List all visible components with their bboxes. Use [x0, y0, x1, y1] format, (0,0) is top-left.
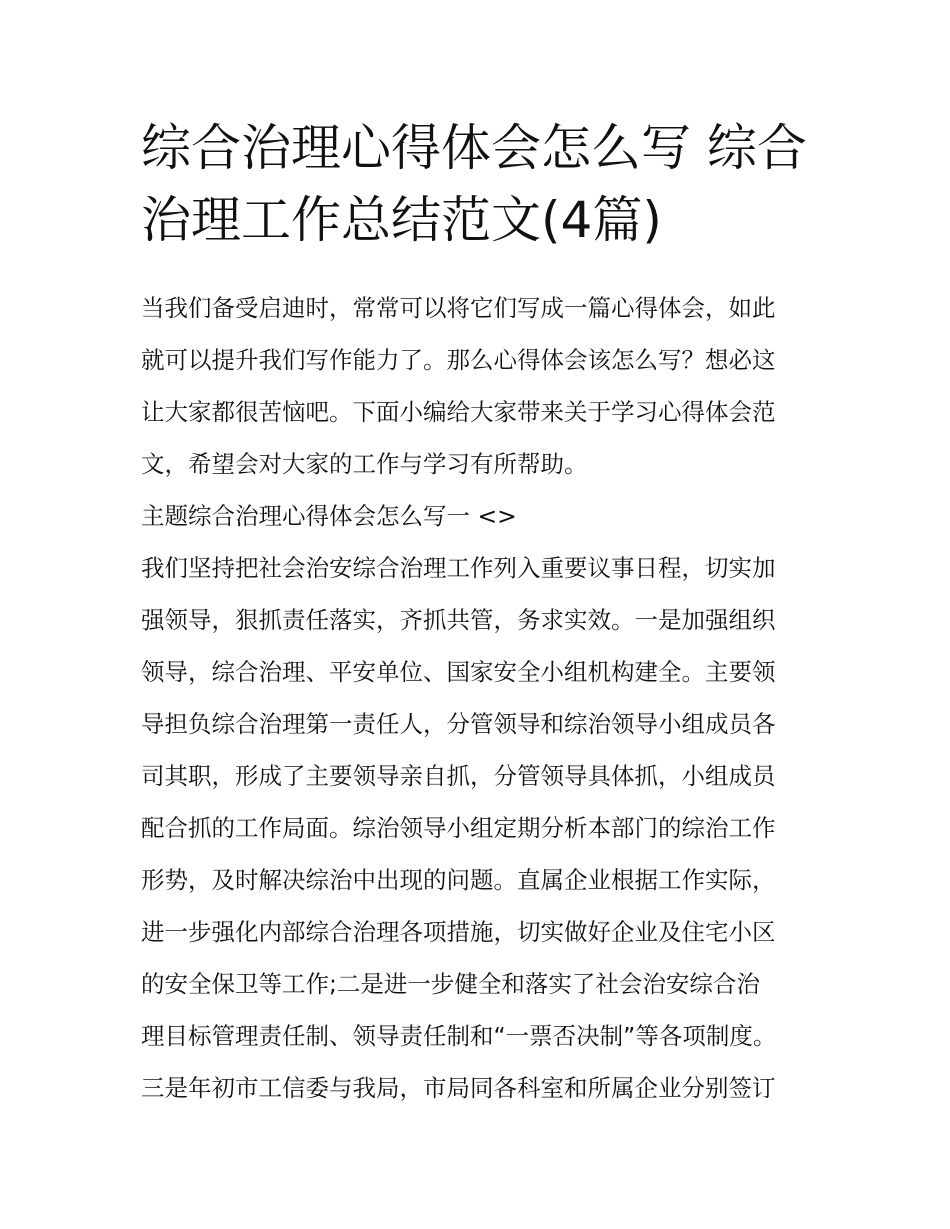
body-line: 形势，及时解决综治中出现的问题。直属企业根据工作实际， [141, 866, 776, 894]
document-title [141, 112, 813, 256]
document-content [141, 112, 813, 1114]
intro-line: 让大家都很苦恼吧。下面小编给大家带来关于学习心得体会范 [141, 398, 776, 426]
intro-line: 当我们备受启迪时，常常可以将它们写成一篇心得体会，如此 [141, 294, 776, 322]
body-line: 我们坚持把社会治安综合治理工作列入重要议事日程，切实加 [141, 554, 776, 582]
body-line: 的安全保卫等工作;二是进一步健全和落实了社会治安综合治 [141, 970, 760, 998]
body-paragraph [141, 542, 813, 1114]
body-line: 理目标管理责任制、领导责任制和“一票否决制”等各项制度。 [141, 1022, 777, 1050]
body-line: 导担负综合治理第一责任人，分管领导和综治领导小组成员各 [141, 710, 776, 738]
body-line: 领导，综合治理、平安单位、国家安全小组机构建全。主要领 [141, 658, 776, 686]
title-line: 治理工作总结范文(4篇) [141, 191, 662, 249]
intro-line: 就可以提升我们写作能力了。那么心得体会该怎么写？想必这 [141, 346, 776, 374]
intro-line: 文，希望会对大家的工作与学习有所帮助。 [141, 450, 588, 478]
body-line: 强领导，狠抓责任落实，齐抓共管，务求实效。一是加强组织 [141, 606, 776, 634]
body-line: 配合抓的工作局面。综治领导小组定期分析本部门的综治工作 [141, 814, 776, 842]
body-line: 进一步强化内部综合治理各项措施，切实做好企业及住宅小区 [141, 918, 776, 946]
body-line: 三是年初市工信委与我局，市局同各科室和所属企业分别签订 [141, 1074, 776, 1102]
section-heading: 主题综合治理心得体会怎么写一 <> [141, 502, 517, 530]
body-line: 司其职，形成了主要领导亲自抓，分管领导具体抓，小组成员 [141, 762, 776, 790]
intro-paragraph [141, 282, 813, 490]
title-line: 综合治理心得体会怎么写 综合 [141, 119, 807, 177]
